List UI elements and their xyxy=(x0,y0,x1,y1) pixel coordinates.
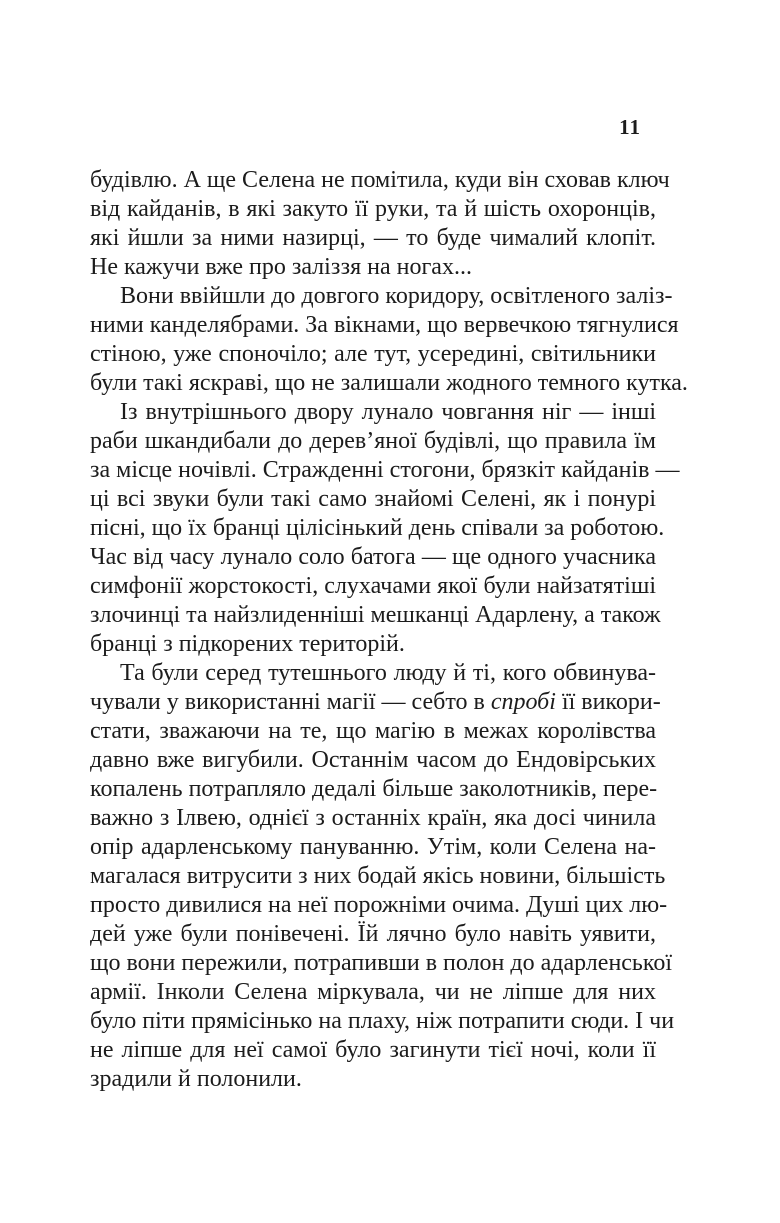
text-block xyxy=(90,166,688,1094)
paragraph xyxy=(90,398,680,659)
text-line: від кайданів, в які закуто її руки, та й шість охоронців, xyxy=(90,196,656,222)
text-line: пісні, що їх бранці цілісінький день співали за роботою. xyxy=(90,515,665,541)
text-line: ними канделябрами. За вікнами, що вервечкою тягнулися xyxy=(90,312,679,338)
text-line: за місце ночівлі. Стражденні стогони, брязкіт кайданів — xyxy=(90,457,680,483)
text-line: важно з Ілвею, однієї з останніх країн, яка досі чинила xyxy=(90,805,656,831)
text-line: було піти прямісінько на плаху, ніж потрапити сюди. І чи xyxy=(90,1008,675,1034)
text-line: злочинці та найзлиденніші мешканці Адарлену, а також xyxy=(90,602,661,628)
text-line: зрадили й полонили. xyxy=(90,1066,302,1092)
text-line: Не кажучи вже про заліззя на ногах... xyxy=(90,254,472,280)
text-line: магалася витрусити з них бодай якісь новини, більшість xyxy=(90,863,666,889)
text-line: Час від часу лунало соло батога — ще одного учасника xyxy=(90,544,656,570)
text-line: опір адарленському пануванню. Утім, коли Селена на- xyxy=(90,834,656,860)
text-line: ці всі звуки були такі само знайомі Селені, як і понурі xyxy=(90,486,656,512)
text-line: що вони пережили, потрапивши в полон до адарленської xyxy=(90,950,672,976)
paragraph xyxy=(90,166,670,282)
paragraph xyxy=(90,659,675,1094)
text-line: Із внутрішнього двору лунало човгання ніг — інші xyxy=(120,399,656,425)
text-line: будівлю. А ще Селена не помітила, куди він сховав ключ xyxy=(90,167,670,193)
text-line: просто дивилися на неї порожніми очима. Душі цих лю- xyxy=(90,892,668,918)
text-line: стати, зважаючи на те, що магію в межах королівства xyxy=(90,718,656,744)
text-line: стіною, уже споночіло; але тут, усередині, світильники xyxy=(90,341,656,367)
text-line: раби шкандибали до дерев’яної будівлі, що правила їм xyxy=(90,428,656,454)
text-line: які йшли за ними назирці, — то буде чималий клопіт. xyxy=(90,225,656,251)
text-line: були такі яскраві, що не залишали жодного темного кутка. xyxy=(90,370,688,396)
text-line: чували у використанні магії — себто в спробі її викори- xyxy=(90,689,661,715)
text-line: не ліпше для неї самої було загинути тієї ночі, коли її xyxy=(90,1037,656,1063)
text-line: армії. Інколи Селена міркувала, чи не ліпше для них xyxy=(90,979,656,1005)
page-number: 11 xyxy=(619,115,641,139)
text-line: Вони ввійшли до довгого коридору, освітленого заліз- xyxy=(120,283,673,309)
text-line: Та були серед тутешнього люду й ті, кого обвинува- xyxy=(120,660,656,686)
text-line: давно вже вигубили. Останнім часом до Ендовірських xyxy=(90,747,656,773)
text-line: симфонії жорстокості, слухачами якої були найзатятіші xyxy=(90,573,656,599)
text-line: копалень потрапляло дедалі більше заколотників, пере- xyxy=(90,776,658,802)
italic-word: спробі xyxy=(490,689,556,715)
paragraph xyxy=(90,282,688,398)
text-line: бранці з підкорених територій. xyxy=(90,631,405,657)
text-line: дей уже були понівечені. Їй лячно було навіть уявити, xyxy=(90,921,656,947)
